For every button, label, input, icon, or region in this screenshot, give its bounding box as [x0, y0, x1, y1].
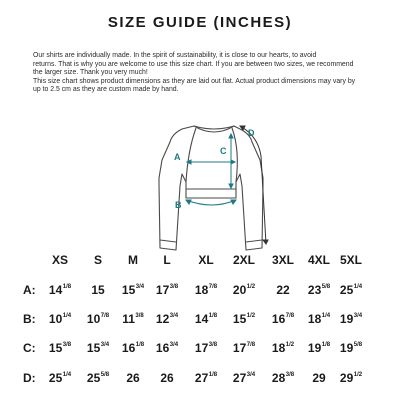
table-cell	[87, 341, 109, 355]
size-header-xs: XS	[51, 253, 69, 267]
cell-fraction: 1/8	[208, 372, 218, 378]
table-cell	[272, 341, 294, 355]
raglan-seam-right	[232, 128, 237, 182]
table-cell	[340, 371, 362, 385]
cell-whole: 26	[160, 371, 174, 385]
measure-d-arrow-bottom	[263, 240, 268, 244]
table-cell	[49, 371, 71, 385]
cell-fraction: 1/4	[353, 284, 363, 290]
table-cell	[312, 371, 325, 385]
cell-whole: 14	[194, 312, 209, 326]
table-cell	[233, 312, 255, 326]
cell-fraction: 1/2	[246, 313, 256, 319]
cell-fraction: 1/2	[246, 284, 256, 290]
cell-fraction: 3/4	[353, 313, 363, 319]
table-cell	[160, 371, 173, 385]
size-header-xl: XL	[198, 253, 214, 267]
table-cell	[340, 283, 362, 297]
size-header-s: S	[93, 253, 103, 267]
cell-whole: 17	[155, 283, 170, 297]
cuff-right	[246, 240, 262, 242]
size-header-4xl: 4XL	[307, 253, 331, 267]
cell-fraction: 3/4	[169, 313, 179, 319]
row-label: A:	[23, 283, 36, 297]
cell-whole: 15	[232, 312, 247, 326]
cell-fraction: 5/8	[100, 372, 110, 378]
table-cell	[340, 341, 362, 355]
shirt-diagram	[100, 116, 300, 254]
cell-whole: 15	[86, 341, 101, 355]
cell-whole: 10	[48, 312, 63, 326]
measure-d-label: D	[248, 128, 255, 138]
cell-fraction: 3/8	[169, 284, 179, 290]
cell-fraction: 1/2	[353, 372, 363, 378]
cell-fraction: 1/8	[62, 284, 72, 290]
table-cell	[122, 312, 144, 326]
row-label: C:	[23, 341, 36, 355]
table-cell	[308, 283, 330, 297]
cell-whole: 18	[271, 341, 286, 355]
cell-whole: 26	[126, 371, 140, 385]
measure-a-label: A	[174, 152, 181, 162]
cell-whole: 15	[91, 283, 105, 297]
cell-fraction: 3/8	[208, 342, 218, 348]
table-cell	[272, 312, 294, 326]
size-header-l: L	[163, 253, 171, 267]
cell-fraction: 1/2	[285, 342, 295, 348]
table-cell	[49, 341, 71, 355]
table-cell	[49, 283, 71, 297]
table-cell	[233, 371, 255, 385]
cell-fraction: 3/8	[135, 313, 144, 319]
cell-fraction: 7/8	[208, 284, 218, 290]
table-cell	[195, 341, 217, 355]
size-header-3xl: 3XL	[271, 253, 295, 267]
measure-b-label: B	[175, 200, 182, 210]
cuff-left	[160, 240, 176, 242]
cell-fraction: 1/4	[62, 372, 72, 378]
cell-whole: 19	[339, 312, 354, 326]
table-cell	[340, 312, 362, 326]
cell-whole: 27	[232, 371, 247, 385]
cell-whole: 12	[155, 312, 170, 326]
cell-fraction: 5/8	[321, 284, 331, 290]
cell-whole: 11	[122, 312, 135, 326]
cell-whole: 16	[155, 341, 170, 355]
cell-whole: 25	[86, 371, 101, 385]
cell-whole: 19	[307, 341, 322, 355]
cell-fraction: 7/8	[246, 342, 256, 348]
measure-b-curve	[186, 200, 236, 205]
cell-whole: 19	[339, 341, 354, 355]
size-row	[0, 283, 400, 303]
cell-whole: 29	[312, 371, 326, 385]
table-cell	[276, 283, 289, 297]
cell-whole: 15	[48, 341, 63, 355]
size-row	[0, 312, 400, 332]
cell-fraction: 3/8	[62, 342, 72, 348]
table-cell	[233, 283, 255, 297]
table-cell	[195, 283, 217, 297]
cell-fraction: 7/8	[100, 313, 110, 319]
cell-whole: 22	[276, 283, 290, 297]
measure-b-arrow-right	[231, 200, 236, 204]
cell-whole: 17	[194, 341, 209, 355]
table-cell	[156, 283, 178, 297]
table-cell	[91, 283, 104, 297]
cell-fraction: 7/8	[285, 313, 295, 319]
size-row	[0, 341, 400, 361]
intro-line: the larger size. Thank you very much!	[33, 69, 148, 77]
cell-whole: 28	[271, 371, 286, 385]
size-header-5xl: 5XL	[339, 253, 363, 267]
cell-fraction: 1/8	[208, 313, 218, 319]
table-cell	[156, 312, 178, 326]
table-cell	[233, 341, 255, 355]
cell-whole: 25	[339, 283, 354, 297]
cell-whole: 16	[271, 312, 286, 326]
row-label: D:	[23, 371, 36, 385]
cell-fraction: 1/4	[62, 313, 72, 319]
cell-fraction: 1/4	[321, 313, 331, 319]
cell-fraction: 1/8	[321, 342, 331, 348]
raglan-seam-left	[186, 128, 196, 182]
cell-fraction: 3/4	[135, 284, 145, 290]
cell-whole: 20	[232, 283, 247, 297]
measure-a-arrow-right	[231, 160, 235, 164]
cell-whole: 16	[121, 341, 136, 355]
page-title: SIZE GUIDE (INCHES)	[107, 14, 293, 31]
measure-c-label: C	[220, 146, 227, 156]
size-header-m: M	[128, 253, 138, 267]
row-label: B:	[23, 312, 36, 326]
table-cell	[122, 341, 144, 355]
cell-whole: 15	[121, 283, 136, 297]
measure-b-arrow-left	[186, 200, 191, 204]
cell-fraction: 3/4	[246, 372, 256, 378]
cell-whole: 18	[194, 283, 209, 297]
size-header-2xl: 2XL	[232, 253, 256, 267]
cell-fraction: 3/8	[285, 372, 295, 378]
table-cell	[195, 312, 217, 326]
cell-whole: 17	[232, 341, 247, 355]
table-cell	[156, 341, 178, 355]
cell-whole: 14	[48, 283, 63, 297]
cell-whole: 23	[307, 283, 322, 297]
cell-whole: 29	[339, 371, 354, 385]
table-cell	[87, 371, 109, 385]
table-cell	[272, 371, 294, 385]
cell-whole: 18	[307, 312, 322, 326]
size-row	[0, 371, 400, 391]
intro-line: up to 2.5 cm as they are custom made by hand.	[33, 86, 179, 94]
table-cell	[195, 371, 217, 385]
table-cell	[122, 283, 144, 297]
table-cell	[49, 312, 71, 326]
cell-fraction: 1/8	[135, 342, 145, 348]
cell-whole: 27	[194, 371, 209, 385]
intro-line: This size chart shows product dimensions as they are laid out flat. Actual product dimensions may vary by	[33, 77, 356, 85]
table-cell	[87, 312, 109, 326]
cell-fraction: 3/4	[100, 342, 110, 348]
cell-whole: 25	[48, 371, 63, 385]
table-cell	[308, 341, 330, 355]
cell-whole: 10	[86, 312, 101, 326]
intro-line: Our shirts are individually made. In the spirit of sustainability, it is close to our hearts, to avoid	[33, 52, 317, 59]
shirt-body-outline	[159, 126, 263, 250]
cell-fraction: 5/8	[353, 342, 363, 348]
measure-c-arrow-bottom	[229, 184, 233, 188]
cell-fraction: 3/4	[169, 342, 179, 348]
table-cell	[308, 312, 330, 326]
intro-line: returns. That is why you are welcome to use this size chart. If you are between two sizes, we recommend	[33, 60, 354, 68]
intro-text	[33, 52, 378, 95]
measure-c-arrow-top	[229, 134, 233, 138]
table-cell	[126, 371, 139, 385]
